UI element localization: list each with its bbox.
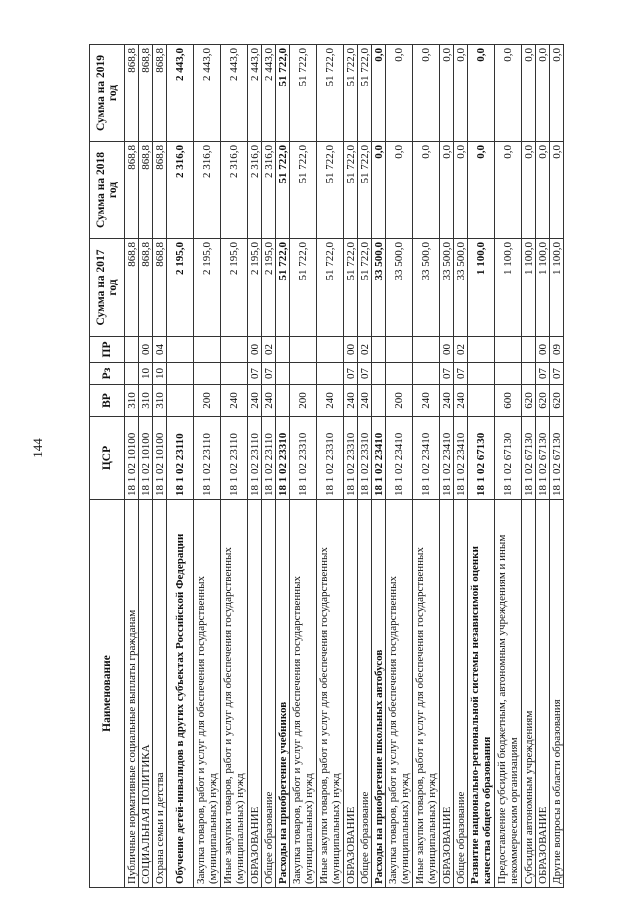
row-name: Охрана семьи и детства <box>153 500 167 888</box>
header-pr: ПР <box>90 337 125 363</box>
row-vr <box>468 385 495 417</box>
row-name: Другие вопросы в области образования <box>550 500 564 888</box>
row-vr: 600 <box>495 385 522 417</box>
row-sum-2019: 51 722,0 <box>317 45 344 142</box>
row-sum-2018: 0,0 <box>536 142 550 239</box>
header-csr: ЦСР <box>90 417 125 500</box>
row-vr: 240 <box>221 385 248 417</box>
table-row <box>344 45 358 888</box>
row-name: ОБРАЗОВАНИЕ <box>344 500 358 888</box>
header-sum-2018: Сумма на 2018 год <box>90 142 125 239</box>
row-vr: 240 <box>440 385 454 417</box>
row-name: Закупка товаров, работ и услуг для обеспечения государственных (муниципальных) нужд <box>290 500 317 888</box>
row-sum-2018: 0,0 <box>372 142 386 239</box>
row-sum-2018: 51 722,0 <box>290 142 317 239</box>
row-sum-2017: 1 100,0 <box>495 239 522 337</box>
row-rz: 07 <box>248 363 262 385</box>
row-csr: 18 1 02 23110 <box>262 417 276 500</box>
table-row <box>536 45 550 888</box>
table-row <box>167 45 194 888</box>
row-sum-2018: 0,0 <box>440 142 454 239</box>
table-row <box>468 45 495 888</box>
row-sum-2019: 0,0 <box>468 45 495 142</box>
row-vr: 200 <box>290 385 317 417</box>
row-vr: 310 <box>153 385 167 417</box>
row-csr: 18 1 02 23110 <box>221 417 248 500</box>
row-name: Иные закупки товаров, работ и услуг для обеспечения государственных (муниципальных) нужд <box>317 500 344 888</box>
row-name: Развитие национально-региональной системы независимой оценки качества общего образования <box>468 500 495 888</box>
table-row <box>317 45 344 888</box>
row-sum-2017: 51 722,0 <box>344 239 358 337</box>
row-sum-2019: 2 443,0 <box>248 45 262 142</box>
table-row <box>440 45 454 888</box>
row-csr: 18 1 02 23410 <box>440 417 454 500</box>
row-rz <box>495 363 522 385</box>
row-pr: 00 <box>536 337 550 363</box>
row-csr: 18 1 02 23110 <box>167 417 194 500</box>
row-pr <box>290 337 317 363</box>
row-name: Закупка товаров, работ и услуг для обеспечения государственных (муниципальных) нужд <box>386 500 413 888</box>
row-vr <box>372 385 386 417</box>
row-vr: 240 <box>262 385 276 417</box>
row-rz <box>386 363 413 385</box>
row-csr: 18 1 02 67130 <box>536 417 550 500</box>
row-name: Иные закупки товаров, работ и услуг для обеспечения государственных (муниципальных) нужд <box>221 500 248 888</box>
row-pr <box>468 337 495 363</box>
row-sum-2017: 51 722,0 <box>358 239 372 337</box>
row-pr: 00 <box>440 337 454 363</box>
row-sum-2017: 868,8 <box>139 239 153 337</box>
row-sum-2018: 2 316,0 <box>248 142 262 239</box>
row-vr: 240 <box>413 385 440 417</box>
row-rz <box>468 363 495 385</box>
table-row <box>358 45 372 888</box>
row-sum-2019: 0,0 <box>372 45 386 142</box>
row-sum-2019: 2 443,0 <box>221 45 248 142</box>
row-sum-2018: 0,0 <box>386 142 413 239</box>
row-sum-2017: 1 100,0 <box>468 239 495 337</box>
row-name: ОБРАЗОВАНИЕ <box>536 500 550 888</box>
table-row <box>194 45 221 888</box>
page-number: 144 <box>29 438 45 458</box>
row-csr: 18 1 02 23410 <box>372 417 386 500</box>
row-rz: 07 <box>344 363 358 385</box>
row-csr: 18 1 02 10100 <box>125 417 139 500</box>
row-pr <box>167 337 194 363</box>
row-sum-2018: 0,0 <box>550 142 564 239</box>
row-rz <box>194 363 221 385</box>
row-name: Субсидии автономным учреждениям <box>522 500 536 888</box>
row-sum-2018: 2 316,0 <box>262 142 276 239</box>
row-sum-2019: 0,0 <box>550 45 564 142</box>
row-rz: 07 <box>550 363 564 385</box>
row-sum-2019: 0,0 <box>454 45 468 142</box>
row-vr: 240 <box>358 385 372 417</box>
row-csr: 18 1 02 23310 <box>290 417 317 500</box>
row-sum-2017: 1 100,0 <box>536 239 550 337</box>
row-rz <box>522 363 536 385</box>
row-pr <box>372 337 386 363</box>
row-pr <box>276 337 290 363</box>
row-rz: 07 <box>536 363 550 385</box>
row-pr <box>522 337 536 363</box>
row-sum-2019: 0,0 <box>386 45 413 142</box>
row-sum-2018: 868,8 <box>153 142 167 239</box>
row-vr: 310 <box>139 385 153 417</box>
table-row <box>139 45 153 888</box>
row-pr <box>386 337 413 363</box>
row-sum-2018: 868,8 <box>125 142 139 239</box>
row-name: Обучение детей-инвалидов в других субъектах Российской Федерации <box>167 500 194 888</box>
row-csr: 18 1 02 23310 <box>276 417 290 500</box>
row-name: Расходы на приобретение школьных автобусов <box>372 500 386 888</box>
row-csr: 18 1 02 23410 <box>413 417 440 500</box>
table-row <box>372 45 386 888</box>
row-csr: 18 1 02 10100 <box>153 417 167 500</box>
table-row <box>454 45 468 888</box>
row-rz <box>290 363 317 385</box>
row-vr: 240 <box>317 385 344 417</box>
row-sum-2019: 868,8 <box>125 45 139 142</box>
row-name: Публичные нормативные социальные выплаты гражданам <box>125 500 139 888</box>
row-rz <box>125 363 139 385</box>
row-sum-2019: 868,8 <box>139 45 153 142</box>
row-pr <box>317 337 344 363</box>
row-sum-2019: 868,8 <box>153 45 167 142</box>
row-sum-2018: 51 722,0 <box>344 142 358 239</box>
row-name: Общее образование <box>454 500 468 888</box>
row-pr: 04 <box>153 337 167 363</box>
row-sum-2018: 2 316,0 <box>167 142 194 239</box>
row-sum-2019: 0,0 <box>440 45 454 142</box>
row-sum-2019: 0,0 <box>536 45 550 142</box>
row-sum-2017: 33 500,0 <box>372 239 386 337</box>
row-csr: 18 1 02 67130 <box>495 417 522 500</box>
row-csr: 18 1 02 23310 <box>344 417 358 500</box>
row-vr: 240 <box>454 385 468 417</box>
row-pr: 02 <box>262 337 276 363</box>
row-vr: 620 <box>550 385 564 417</box>
row-csr: 18 1 02 23310 <box>317 417 344 500</box>
table-row <box>153 45 167 888</box>
budget-table <box>89 44 564 888</box>
table-row <box>262 45 276 888</box>
row-sum-2019: 51 722,0 <box>290 45 317 142</box>
row-vr: 240 <box>344 385 358 417</box>
row-rz: 10 <box>139 363 153 385</box>
row-csr: 18 1 02 67130 <box>550 417 564 500</box>
row-name: Иные закупки товаров, работ и услуг для обеспечения государственных (муниципальных) нужд <box>413 500 440 888</box>
row-csr: 18 1 02 23410 <box>454 417 468 500</box>
row-sum-2018: 51 722,0 <box>317 142 344 239</box>
row-pr: 00 <box>248 337 262 363</box>
row-vr <box>167 385 194 417</box>
row-rz: 07 <box>262 363 276 385</box>
row-rz <box>372 363 386 385</box>
row-sum-2017: 2 195,0 <box>167 239 194 337</box>
row-rz: 07 <box>358 363 372 385</box>
row-pr <box>221 337 248 363</box>
row-sum-2017: 2 195,0 <box>262 239 276 337</box>
row-sum-2017: 868,8 <box>153 239 167 337</box>
header-name: Наименование <box>90 500 125 888</box>
row-pr: 00 <box>139 337 153 363</box>
row-sum-2017: 1 100,0 <box>550 239 564 337</box>
row-sum-2019: 2 443,0 <box>194 45 221 142</box>
row-rz <box>167 363 194 385</box>
table-row <box>386 45 413 888</box>
row-rz <box>413 363 440 385</box>
row-csr: 18 1 02 67130 <box>468 417 495 500</box>
row-vr: 200 <box>386 385 413 417</box>
table-row <box>522 45 536 888</box>
row-sum-2018: 51 722,0 <box>276 142 290 239</box>
row-pr <box>495 337 522 363</box>
row-vr: 620 <box>536 385 550 417</box>
rotated-table-container <box>89 45 607 888</box>
row-vr: 240 <box>248 385 262 417</box>
row-pr <box>194 337 221 363</box>
row-sum-2017: 33 500,0 <box>386 239 413 337</box>
row-sum-2019: 0,0 <box>495 45 522 142</box>
row-sum-2017: 2 195,0 <box>248 239 262 337</box>
row-name: СОЦИАЛЬНАЯ ПОЛИТИКА <box>139 500 153 888</box>
table-row <box>290 45 317 888</box>
table-row <box>248 45 262 888</box>
row-sum-2019: 0,0 <box>413 45 440 142</box>
row-name: Расходы на приобретение учебников <box>276 500 290 888</box>
row-sum-2018: 0,0 <box>454 142 468 239</box>
row-sum-2019: 2 443,0 <box>262 45 276 142</box>
row-sum-2017: 33 500,0 <box>413 239 440 337</box>
row-rz <box>221 363 248 385</box>
row-sum-2017: 51 722,0 <box>276 239 290 337</box>
row-pr: 00 <box>344 337 358 363</box>
row-vr <box>276 385 290 417</box>
table-body <box>125 45 564 888</box>
row-rz <box>276 363 290 385</box>
header-rz: Рз <box>90 363 125 385</box>
row-sum-2017: 33 500,0 <box>440 239 454 337</box>
table-row <box>276 45 290 888</box>
row-sum-2018: 2 316,0 <box>221 142 248 239</box>
row-sum-2018: 51 722,0 <box>358 142 372 239</box>
row-sum-2017: 51 722,0 <box>290 239 317 337</box>
table-row <box>221 45 248 888</box>
row-sum-2017: 33 500,0 <box>454 239 468 337</box>
row-vr: 310 <box>125 385 139 417</box>
table-header-row <box>90 45 125 888</box>
row-pr: 09 <box>550 337 564 363</box>
row-sum-2018: 0,0 <box>495 142 522 239</box>
row-sum-2017: 2 195,0 <box>194 239 221 337</box>
row-sum-2017: 51 722,0 <box>317 239 344 337</box>
row-pr <box>125 337 139 363</box>
row-vr: 200 <box>194 385 221 417</box>
row-rz: 07 <box>454 363 468 385</box>
table-row <box>413 45 440 888</box>
row-csr: 18 1 02 10100 <box>139 417 153 500</box>
table-row <box>550 45 564 888</box>
row-rz: 07 <box>440 363 454 385</box>
row-sum-2018: 0,0 <box>522 142 536 239</box>
row-name: Общее образование <box>358 500 372 888</box>
row-sum-2018: 0,0 <box>413 142 440 239</box>
header-vr: ВР <box>90 385 125 417</box>
row-sum-2018: 868,8 <box>139 142 153 239</box>
header-sum-2017: Сумма на 2017 год <box>90 239 125 337</box>
row-sum-2019: 51 722,0 <box>276 45 290 142</box>
row-pr <box>413 337 440 363</box>
row-name: ОБРАЗОВАНИЕ <box>440 500 454 888</box>
row-name: Закупка товаров, работ и услуг для обеспечения государственных (муниципальных) нужд <box>194 500 221 888</box>
row-sum-2019: 51 722,0 <box>358 45 372 142</box>
row-sum-2017: 1 100,0 <box>522 239 536 337</box>
row-sum-2018: 0,0 <box>468 142 495 239</box>
row-csr: 18 1 02 23310 <box>358 417 372 500</box>
row-csr: 18 1 02 23410 <box>386 417 413 500</box>
row-sum-2017: 868,8 <box>125 239 139 337</box>
row-name: ОБРАЗОВАНИЕ <box>248 500 262 888</box>
row-sum-2018: 2 316,0 <box>194 142 221 239</box>
row-csr: 18 1 02 23110 <box>194 417 221 500</box>
row-name: Предоставление субсидий бюджетным, автономным учреждениям и иным некоммерческим организациям <box>495 500 522 888</box>
row-sum-2019: 0,0 <box>522 45 536 142</box>
row-sum-2019: 51 722,0 <box>344 45 358 142</box>
row-vr: 620 <box>522 385 536 417</box>
row-rz: 10 <box>153 363 167 385</box>
row-rz <box>317 363 344 385</box>
row-pr: 02 <box>358 337 372 363</box>
row-csr: 18 1 02 23110 <box>248 417 262 500</box>
row-pr: 02 <box>454 337 468 363</box>
row-csr: 18 1 02 67130 <box>522 417 536 500</box>
table-row <box>495 45 522 888</box>
row-sum-2017: 2 195,0 <box>221 239 248 337</box>
row-name: Общее образование <box>262 500 276 888</box>
row-sum-2019: 2 443,0 <box>167 45 194 142</box>
header-sum-2019: Сумма на 2019 год <box>90 45 125 142</box>
table-row <box>125 45 139 888</box>
